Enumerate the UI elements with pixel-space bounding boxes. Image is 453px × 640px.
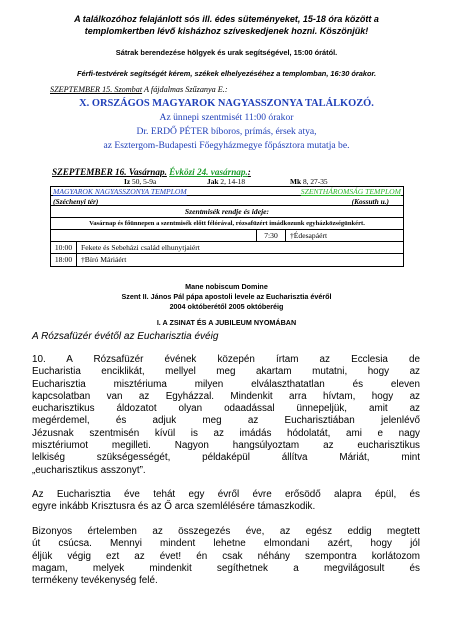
mass-intention: †Édesapáért: [290, 231, 328, 240]
sept15-date: SZEPTEMBER 15. Szombat: [50, 85, 143, 94]
letter-heading: A Rózsafüzér évétől az Eucharisztia évéig: [32, 331, 219, 342]
places-row: [51, 196, 403, 206]
text-line: 10. A Rózsafüzér évének közepén írtam az Ecclesia de: [32, 354, 420, 365]
mass-order-title: Szentmisék rendje és ideje:: [51, 206, 403, 218]
event-celebrant-role: az Esztergom-Budapesti Főegyházmegye főpásztora mutatja be.: [103, 140, 350, 151]
intro-cookies-notice: [30, 13, 423, 37]
rosary-note: Vasárnap és főünnepen a szentmisék előtt félórával, rózsafüzért imádkozunk egyházközségünkért.: [51, 218, 403, 230]
text-line: út csúcsa. Mennyi mindent lehetne elmondani azért, hogy jól: [32, 538, 420, 550]
letter-title: Mane nobiscum Domine: [185, 282, 268, 291]
mass-time: 10:00: [51, 242, 77, 254]
reading-1: [124, 177, 156, 186]
reading-book: Mk: [290, 177, 302, 186]
text-line: eucharisztikus áldozatot olyan odaadással ünnepeljük, amit az: [32, 403, 420, 415]
letter-section: I. A ZSINAT ÉS A JUBILEUM NYOMÁBAN: [156, 318, 297, 327]
text-line: egyre inkább Krisztusra és az Ő arca szemlélésére támaszkodik.: [32, 501, 316, 513]
church-left-name: MAGYAROK NAGYASSZONYA TEMPLOM: [53, 187, 187, 196]
reading-book: Jak: [207, 177, 219, 186]
church-left-place: (Széchenyi tér): [53, 197, 99, 206]
sept16-suffix: :: [247, 167, 251, 177]
text-line: kapcsolatban van az Egyházzal. Mindenkit arra hívtam, hogy az: [32, 390, 420, 402]
letter-dates: 2004 októberétől 2005 októberéig: [169, 302, 284, 311]
letter-subtitle: Szent II. János Pál pápa apostoli levele az Eucharisztia évéről: [121, 292, 332, 301]
paragraph-2: [32, 489, 420, 514]
mass-time: 18:00: [51, 254, 77, 266]
men-help-notice: Férfi-testvérek segítségét kérem, székek elhelyezéséhez a templomban, 16:30 órakor.: [76, 69, 377, 78]
paragraph-10: [32, 354, 420, 477]
reading-ref: 50, 5-9a: [132, 177, 157, 186]
mass-intention: †Bíró Máriáért: [81, 255, 127, 264]
sept16-sunday: Évközi 24. vasárnap.: [169, 167, 248, 177]
text-line: „eucharisztikus asszonyt”.: [32, 464, 146, 476]
church-right-place: (Kossuth u.): [351, 197, 389, 206]
text-line: misztériumot megilleti. Nagyon hangsúlyoztam az eucharisztikus: [32, 440, 420, 452]
text-line: magam, melyek mindenkit segíthetnek a megvilágosult és: [32, 562, 420, 574]
mass-schedule-table: [50, 186, 404, 267]
sept16-heading: [52, 167, 251, 177]
reading-2: [207, 177, 245, 186]
paragraph-3: [32, 526, 420, 587]
text-line: megérdemel, és adjuk meg az Eucharisztiában jelenlévő: [32, 415, 420, 427]
text-line: Jézusnak szentmisén kívül is az imádás hódolatát, ami e nagy: [32, 427, 420, 439]
text-line: Az Eucharisztia éve tehát egy évről évre erősödő alapra épül, és: [32, 489, 420, 500]
intro-line-2: templomkertben lévő kisházhoz szíveskedjenek hozni. Köszönjük!: [84, 26, 369, 36]
mass-time: 7:30: [256, 230, 286, 242]
event-mass-time: Az ünnepi szentmisét 11:00 órakor: [159, 112, 294, 123]
churches-row: [51, 187, 403, 196]
reading-ref: 8, 27-35: [302, 177, 328, 186]
tents-notice: Sátrak berendezése hölgyek és urak segítségével, 15:00 órától.: [115, 48, 338, 57]
sept15-feast: A fájdalmas Szűzanya E.:: [144, 85, 228, 94]
event-celebrant: Dr. ERDŐ PÉTER bíboros, prímás, érsek atya,: [136, 126, 317, 137]
intro-line-1: A találkozóhoz felajánlott sós ill. édes süteményeket, 15-18 óra között a: [74, 14, 379, 24]
sept15-line: [50, 85, 228, 95]
mass-intention: Fekete és Sebeházi család elhunytjaiért: [81, 243, 200, 252]
table-row: [51, 254, 403, 266]
text-line: Eucharistia enciklikát, mellyel meg akartam mutatni, hogy az: [32, 366, 420, 378]
sept16-date: SZEPTEMBER 16. Vasárnap.: [52, 167, 167, 177]
right-church-mass-row: [51, 230, 403, 242]
reading-book: Iz: [124, 177, 131, 186]
text-line: Eucharisztia misztériuma milyen elválaszthatatlan és eleven: [32, 378, 420, 390]
event-title: X. ORSZÁGOS MAGYAROK NAGYASSZONYA TALÁLKOZÓ.: [79, 98, 374, 109]
text-line: lelkiség szükségességét, példaképül állítva Máriát, mint: [32, 452, 420, 464]
church-right-name: SZENTHÁROMSÁG TEMPLOM: [300, 187, 401, 196]
text-line: Bizonyos értelemben az összegezés éve, az egész eddig megtett: [32, 526, 420, 537]
text-line: termékeny tevékenység felé.: [32, 575, 158, 587]
reading-ref: 2, 14-18: [220, 177, 246, 186]
reading-3: [290, 177, 328, 186]
table-row: [51, 242, 403, 254]
text-line: éljük végig ezt az évet! én csak néhány szempontra korlátozom: [32, 550, 420, 562]
